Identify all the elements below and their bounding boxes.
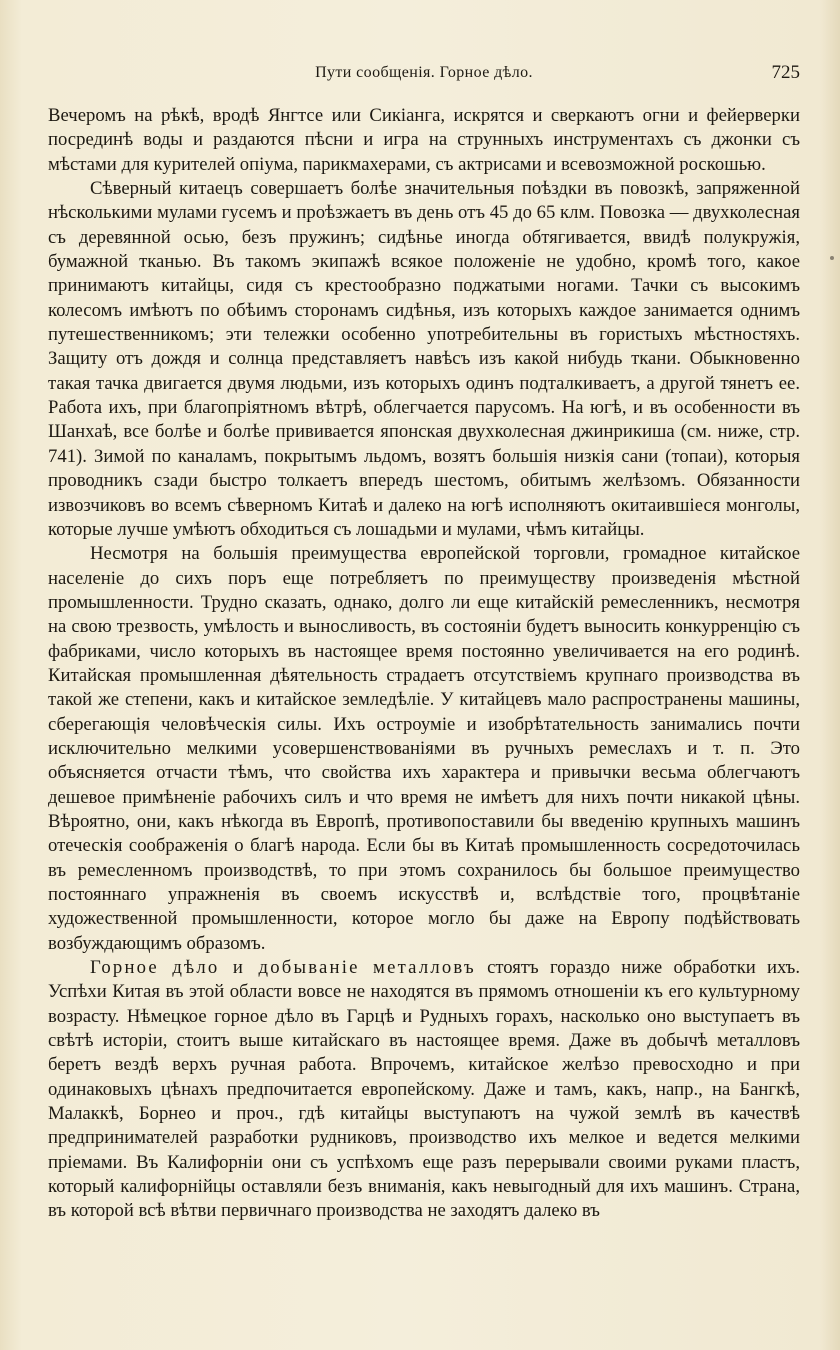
paragraph-mining bbox=[48, 956, 800, 1224]
body-text bbox=[48, 104, 800, 1224]
margin-mark bbox=[830, 256, 834, 260]
mining-text: стоятъ гораздо ниже обработки ихъ. Успѣхи Китая въ этой области вовсе не находятся въ прямомъ отношеніи къ его культурному возрасту. Нѣмецкое горное дѣло въ Гарцѣ и Рудныхъ горахъ, насколько оно выступаетъ въ свѣтѣ исторіи, стоитъ выше китайскаго въ настоящее время. Даже въ добычѣ металловъ беретъ вездѣ верхъ ручная работа. Впрочемъ, китайское желѣзо превосходно и при одинаковыхъ цѣнахъ предпочитается европейскому. Даже и тамъ, какъ, напр., на Бангкѣ, Малаккѣ, Борнео и проч., гдѣ китайцы выступаютъ на чужой землѣ въ качествѣ предпринимателей разработки рудниковъ, производство ихъ мелкое и ведется мелкими пріемами. Въ Калифорніи они съ успѣхомъ еще разъ перерывали своими руками пластъ, который калифорнійцы оставляли безъ вниманія, какъ невыгодный для ихъ машинъ. Страна, въ которой всѣ вѣтви первичнаго производства не заходятъ далеко въ bbox=[48, 957, 800, 1222]
mining-heading-spaced: Горное дѣло и добываніе металловъ bbox=[90, 957, 476, 979]
paragraph-evening-river: Вечеромъ на рѣкѣ, вродѣ Янгтсе или Сикіанга, искрятся и сверкаютъ огни и фейерверки посрединѣ воды и раздаются пѣсни и игра на струнныхъ инструментахъ съ джонки съ мѣстами для курителей опіума, парикмахерами, съ актрисами и всевозможной роскошью. bbox=[48, 105, 800, 175]
page-header bbox=[48, 62, 800, 88]
page-number: 725 bbox=[771, 62, 800, 83]
running-head: Пути сообщенія. Горное дѣло. bbox=[315, 64, 533, 81]
paragraph-industry: Несмотря на большія преимущества европейской торговли, громадное китайское населеніе до сихъ поръ еще потребляетъ по преимуществу произведенія мѣстной промышленности. Трудно сказать, однако, долго ли еще китайскій ремесленникъ, несмотря на свою трезвость, умѣлость и выносливость, въ состояніи будетъ выносить конкурренцію съ фабриками, число которыхъ въ настоящее время постоянно увеличивается на его родинѣ. Китайская промышленная дѣятельность страдаетъ отсутствіемъ крупнаго производства въ такой же степени, какъ и китайское земледѣліе. У китайцевъ мало распространены машины, сберегающія человѣческія силы. Ихъ остроуміе и изобрѣтательность занимались почти исключительно мелкими усовершенствованіями въ ручныхъ ремеслахъ и т. п. Это объясняется отчасти тѣмъ, что свойства ихъ характера и привычки весьма облегчаютъ дешевое примѣненіе рабочихъ силъ и что время не имѣетъ для нихъ почти никакой цѣны. Вѣроятно, они, какъ нѣкогда въ Европѣ, противопоставили бы введенію крупныхъ машинъ отеческія соображенія о благѣ народа. Если бы въ Китаѣ промышленность сосредоточилась въ ремесленномъ производствѣ, то при этомъ сохранилось бы большое преимущество постояннаго упражненія въ своемъ искусствѣ и, вслѣдствіе того, процвѣтаніе художественной промышленности, которое могло бы даже на Европу подѣйствовать возбуждающимъ образомъ. bbox=[48, 543, 800, 954]
paragraph-northern-transport: Сѣверный китаецъ совершаетъ болѣе значительныя поѣздки въ повозкѣ, запряженной нѣсколькими мулами гусемъ и проѣзжаетъ въ день отъ 45 до 65 клм. Повозка — двухколесная съ деревянной осью, безъ пружинъ; сидѣнье иногда обтягивается, ввидѣ полукружія, бумажной тканью. Въ такомъ экипажѣ всякое положеніе не удобно, кромѣ того, какое принимаютъ китайцы, сидя съ крестообразно поджатыми ногами. Тачки съ высокимъ колесомъ имѣютъ по обѣимъ сторонамъ сидѣнья, изъ которыхъ каждое занимается однимъ путешественникомъ; эти тележки особенно употребительны въ гористыхъ мѣстностяхъ. Защиту отъ дождя и солнца представляетъ навѣсъ изъ какой нибудь ткани. Обыкновенно такая тачка двигается двумя людьми, изъ которыхъ одинъ подталкиваетъ, а другой тянетъ ее. Работа ихъ, при благопріятномъ вѣтрѣ, облегчается парусомъ. На югѣ, и въ особенности въ Шанхаѣ, все болѣе и болѣе прививается японская двухколесная джинрикиша (см. ниже, стр. 741). Зимой по каналамъ, покрытымъ льдомъ, возятъ большія низкія сани (топаи), которыя проводникъ сзади быстро толкаетъ впередъ шестомъ, обитымъ желѣзомъ. Обязанности извозчиковъ во всемъ сѣверномъ Китаѣ и далеко на югѣ исполняютъ окитаившіеся монголы, которые лучше умѣютъ обходиться съ лошадьми и мулами, чѣмъ китайцы. bbox=[48, 178, 800, 540]
